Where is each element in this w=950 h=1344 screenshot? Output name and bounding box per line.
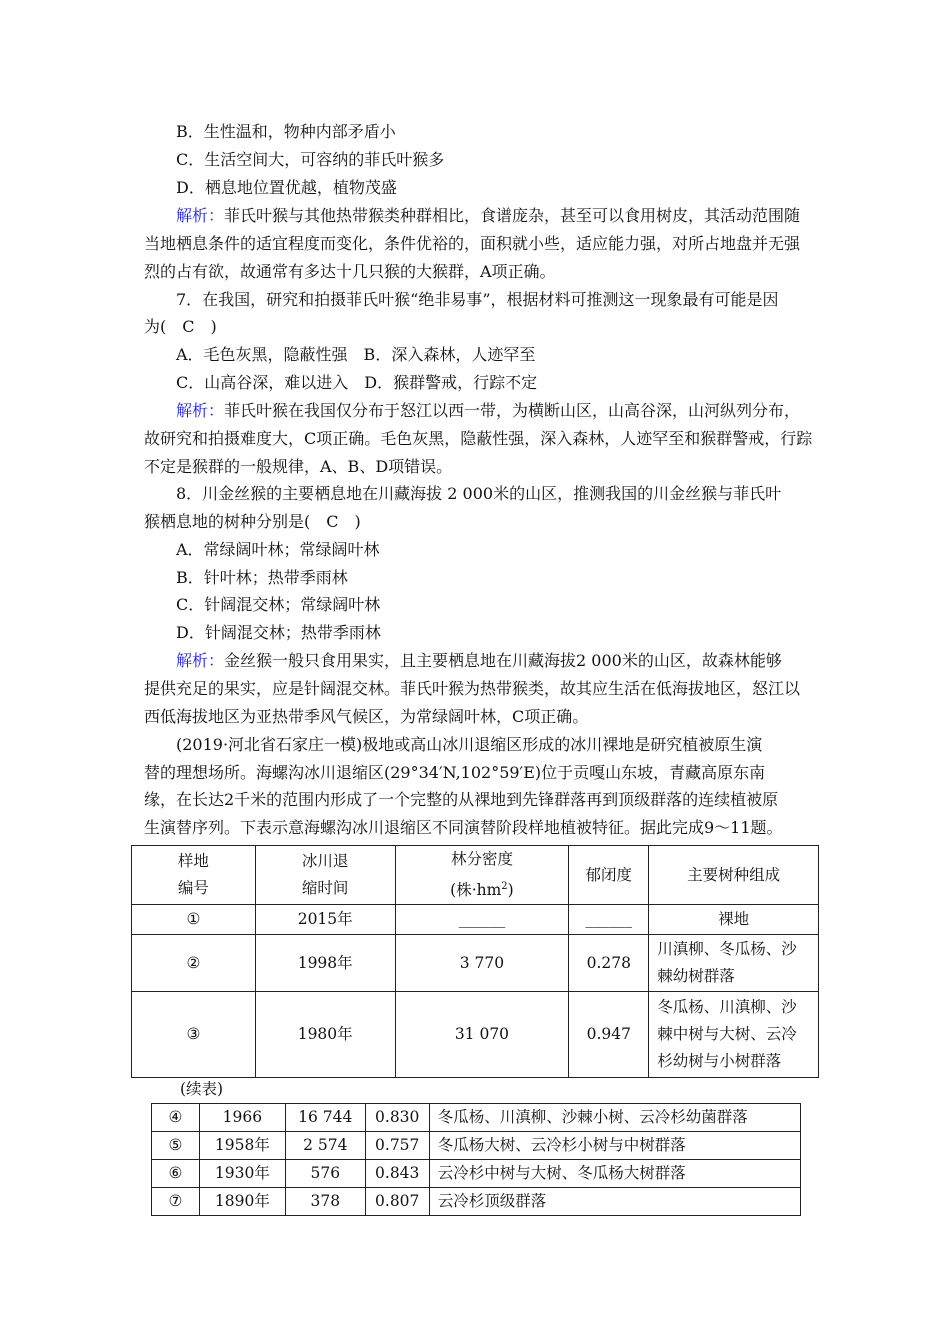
- table-row: ⑦ 1890年 378 0.807 云冷杉顶级群落: [152, 1188, 801, 1216]
- q8-analysis-line-3: 西低海拔地区为亚热带季风气候区，为常绿阔叶林，C项正确。: [144, 707, 589, 726]
- q8-stem-line-1: 8．川金丝猴的主要栖息地在川藏海拔 2 000米的山区，推测我国的川金丝猴与菲氏叶: [176, 484, 782, 503]
- continued-label: (续表): [180, 1080, 224, 1098]
- q7-analysis-line-3: 不定是猴群的一般规律，A、B、D项错误。: [144, 457, 453, 476]
- header-canopy-closure: 郁闭度: [569, 846, 649, 905]
- q8-option-c: C．针阔混交林；常绿阔叶林: [176, 595, 381, 614]
- analysis-label: 解析：: [176, 401, 225, 420]
- q6-option-c: C．生活空间大，可容纳的菲氏叶猴多: [176, 150, 445, 169]
- header-retreat-time: 冰川退 缩时间: [255, 846, 395, 905]
- table-header-row: [132, 846, 819, 905]
- q6-analysis-line-3: 烈的占有欲，故通常有多达十几只猴的大猴群，A项正确。: [144, 262, 556, 281]
- q7-analysis-line-2: 故研究和拍摄难度大，C项正确。毛色灰黑，隐蔽性强，深入森林，人迹罕至和猴群警戒，行踪: [144, 429, 813, 448]
- q7-options-ab: A．毛色灰黑，隐蔽性强 B．深入森林，人迹罕至: [176, 345, 536, 364]
- q6-analysis-line-2: 当地栖息条件的适宜程度而变化，条件优裕的，面积就小些，适应能力强，对所占地盘并无强: [144, 234, 801, 253]
- material-line-4: 生演替序列。下表示意海螺沟冰川退缩区不同演替阶段样地植被特征。据此完成9～11题。: [144, 818, 783, 837]
- q7-options-cd: C．山高谷深，难以进入 D．猴群警戒，行踪不定: [176, 373, 538, 392]
- header-species: 主要树种组成: [649, 846, 819, 905]
- table-row: ⑥ 1930年 576 0.843 云冷杉中树与大树、冬瓜杨大树群落: [152, 1160, 801, 1188]
- q6-option-d: D．栖息地位置优越，植物茂盛: [176, 178, 397, 197]
- table-row: ⑤ 1958年 2 574 0.757 冬瓜杨大树、云冷杉小树与中树群落: [152, 1132, 801, 1160]
- analysis-label: 解析：: [176, 651, 225, 670]
- q6-option-b: B．生性温和，物种内部矛盾小: [176, 122, 396, 141]
- table-row: ③ 1980年 31 070 0.947 冬瓜杨、川滇柳、沙 棘中树与大树、云冷 杉幼树与小树群落: [132, 992, 819, 1078]
- q7-stem-line-2: 为( C ): [144, 317, 217, 336]
- table-row: ② 1998年 3 770 0.278 川滇柳、冬瓜杨、沙 棘幼树群落: [132, 935, 819, 992]
- q8-stem-line-2: 猴栖息地的树种分别是( C ): [144, 512, 361, 531]
- material-line-3: 缘，在长达2千米的范围内形成了一个完整的从裸地到先锋群落再到顶级群落的连续植被原: [144, 790, 779, 809]
- header-site-id: 样地 编号: [132, 846, 256, 905]
- q8-option-b: B．针叶林；热带季雨林: [176, 568, 348, 587]
- material-line-2: 替的理想场所。海螺沟冰川退缩区(29°34′N,102°59′E)位于贡嘎山东坡，青藏高原东南: [144, 763, 766, 782]
- vegetation-table: [131, 845, 819, 1078]
- q8-option-d: D．针阔混交林；热带季雨林: [176, 623, 381, 642]
- q8-analysis-line-2: 提供充足的果实，应是针阔混交林。菲氏叶猴为热带猴类，故其应生活在低海拔地区，怒江以: [144, 679, 801, 698]
- vegetation-table-continued: [151, 1103, 801, 1216]
- q8-analysis-line-1: 解析：金丝猴一般只食用果实，且主要栖息地在川藏海拔2 000米的山区，故森林能够: [176, 651, 782, 670]
- q8-option-a: A．常绿阔叶林；常绿阔叶林: [176, 540, 380, 559]
- analysis-label: 解析：: [176, 206, 225, 225]
- q6-analysis-line-1: 解析：菲氏叶猴与其他热带猴类种群相比，食谱庞杂，甚至可以食用树皮，其活动范围随: [176, 206, 801, 225]
- table-row: ④ 1966 16 744 0.830 冬瓜杨、川滇柳、沙棘小树、云冷杉幼菌群落: [152, 1104, 801, 1132]
- material-line-1: (2019·河北省石家庄一模)极地或高山冰川退缩区形成的冰川裸地是研究植被原生演: [176, 735, 763, 754]
- header-stand-density: 林分密度 (株$\cdot hm^2$): [395, 846, 569, 905]
- q7-stem-line-1: 7．在我国，研究和拍摄菲氏叶猴“绝非易事”，根据材料可推测这一现象最有可能是因: [176, 290, 779, 309]
- table-row: ① 2015年 ______ ______ 裸地: [132, 905, 819, 935]
- q7-analysis-line-1: 解析：菲氏叶猴在我国仅分布于怒江以西一带，为横断山区，山高谷深，山河纵列分布，: [176, 401, 801, 420]
